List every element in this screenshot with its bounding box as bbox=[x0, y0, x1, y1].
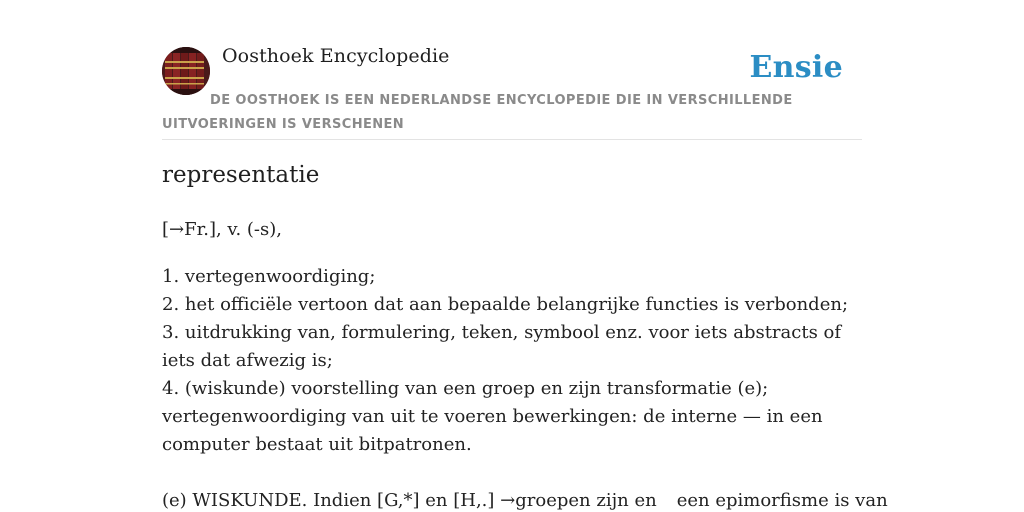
site-header bbox=[162, 0, 862, 140]
mathematics-note bbox=[162, 487, 888, 512]
entry-etymology: [→Fr.], v. (-s), bbox=[162, 219, 282, 240]
note-text-end: een epimorfisme is van bbox=[676, 490, 888, 511]
brand-logo-link[interactable]: Ensie bbox=[749, 50, 843, 85]
site-title[interactable]: Oosthoek Encyclopedie bbox=[222, 45, 450, 67]
definition-item: 4. (wiskunde) voorstelling van een groep en zijn transformatie (e); vertegenwoordiging van uit te voeren bewerkingen: de interne — in een computer bestaat uit bitpatronen. bbox=[162, 378, 823, 455]
site-tagline: DE OOSTHOEK IS EEN NEDERLANDSE ENCYCLOPEDIE DIE IN VERSCHILLENDE UITVOERINGEN IS VERSCHENEN bbox=[162, 93, 793, 132]
encyclopedia-books-icon[interactable] bbox=[162, 47, 210, 95]
definition-item: 3. uitdrukking van, formulering, teken, symbool enz. voor iets abstracts of iets dat afwezig is; bbox=[162, 322, 842, 371]
note-text-start: (e) WISKUNDE. Indien [G,*] en [H,.] →groepen zijn en bbox=[162, 490, 657, 511]
definition-list bbox=[162, 263, 862, 459]
page bbox=[162, 0, 888, 511]
entry-title: representatie bbox=[162, 162, 320, 188]
definition-item: 2. het officiële vertoon dat aan bepaalde belangrijke functies is verbonden; bbox=[162, 294, 849, 315]
definition-item: 1. vertegenwoordiging; bbox=[162, 266, 376, 287]
